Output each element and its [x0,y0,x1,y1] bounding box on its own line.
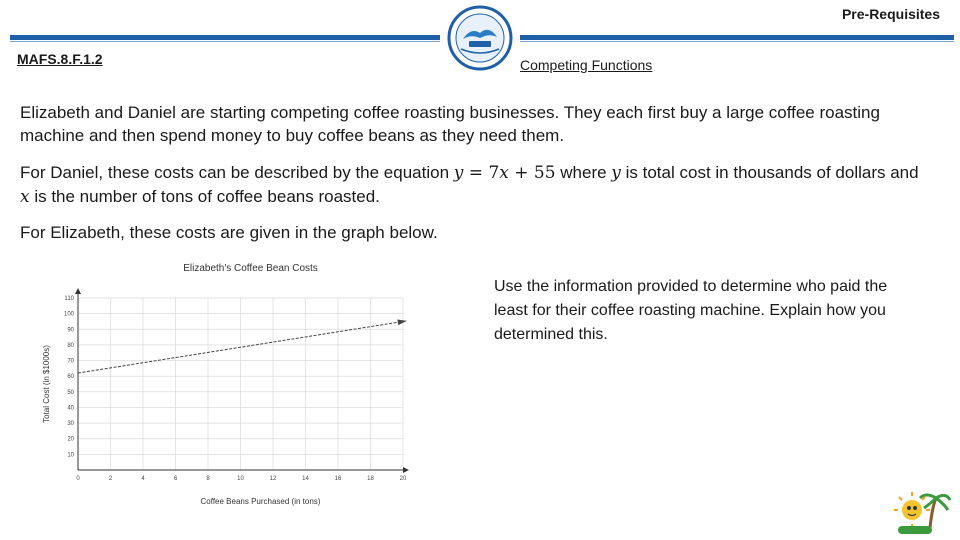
p2-mid: where [555,163,612,182]
y-tick-label: 70 [67,358,74,365]
x-tick-label: 12 [269,476,277,482]
x-tick-label: 8 [206,476,210,482]
header-divider-right [520,35,954,40]
y-tick-label: 100 [63,311,74,318]
var-x: x [20,187,30,207]
eq-coefficient: 7 [488,163,500,183]
var-y: y [611,163,621,183]
chart-title: Elizabeth's Coffee Bean Costs [183,263,318,274]
elizabeth-cost-chart [38,258,418,514]
problem-paragraph-1: Elizabeth and Daniel are starting competing coffee roasting businesses. They each first buy a large coffee roasting machine and then spend money to buy coffee beans as they need them. [20,103,880,145]
y-tick-label: 40 [67,405,74,412]
p2-mid2: is total cost in thousands of dollars and [620,163,919,182]
problem-paragraph-3: For Elizabeth, these costs are given in the graph below. [20,223,438,242]
header-divider-left-thin [10,41,440,42]
x-tick-label: 0 [76,476,80,482]
y-tick-label: 20 [67,436,74,443]
y-tick-label: 10 [67,452,74,459]
p2-end: is the number of tons of coffee beans roasted. [29,187,380,206]
school-seal-logo [447,5,513,71]
header-divider-left [10,35,440,40]
x-tick-label: 18 [367,476,374,482]
header-divider-right-thin [520,41,954,42]
x-tick-label: 16 [334,476,342,482]
y-tick-label: 60 [67,374,74,381]
y-axis-arrow [75,288,81,294]
eq-equals: = [463,163,489,183]
y-tick-label: 90 [67,327,74,334]
x-axis-label: Coffee Beans Purchased (in tons) [200,497,321,506]
x-tick-label: 14 [302,476,309,482]
x-tick-label: 6 [173,476,178,482]
y-tick-label: 110 [64,296,74,302]
standard-code[interactable]: MAFS.8.F.1.2 [17,51,103,67]
y-axis-label: Total Cost (in $1000s) [42,345,51,423]
mascot-logo [890,488,952,536]
y-tick-label: 80 [67,342,74,349]
p2-intro: For Daniel, these costs can be described by the equation [20,163,454,182]
y-tick-label: 30 [67,421,74,428]
x-axis-arrow [403,467,409,473]
eq-x: x [499,163,509,183]
x-tick-label: 4 [141,476,145,482]
question-text: Use the information provided to determine who paid the least for their coffee roasting machine. Explain how you determined this. [494,278,888,343]
x-tick-label: 20 [399,476,407,482]
eq-y: y [453,163,464,183]
y-tick-label: 50 [67,389,74,396]
topic-title[interactable]: Competing Functions [520,57,653,73]
x-tick-label: 2 [108,476,113,482]
series-line-arrow [397,319,407,325]
problem-paragraph-2 [20,161,920,209]
x-tick-label: 10 [237,476,244,482]
eq-constant: + 55 [508,163,556,183]
section-title: Pre-Requisites [841,6,940,22]
